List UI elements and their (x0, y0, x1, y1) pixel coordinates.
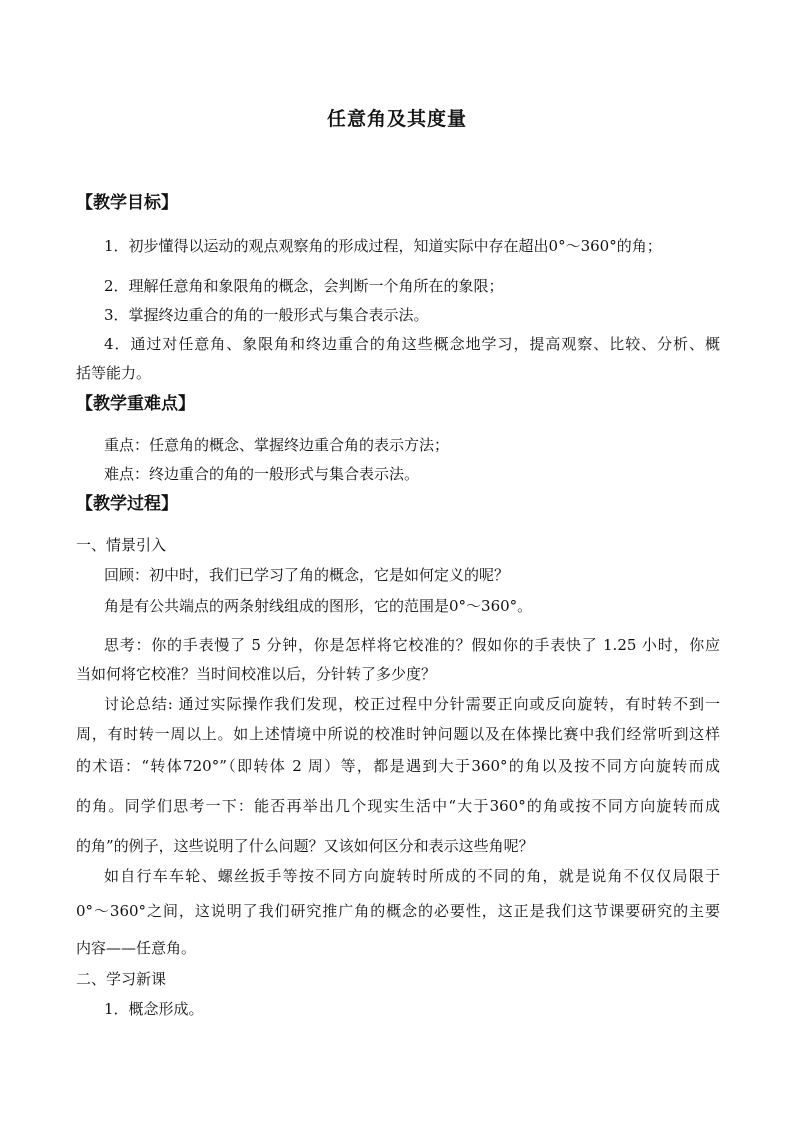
definition-paragraph: 角是有公共端点的两条射线组成的图形，它的范围是0°～360°。 (104, 597, 533, 615)
key-points-heading: 【教学重难点】 (76, 394, 195, 414)
summary-line-5: 的角”的例子，这些说明了什么问题？又该如何区分和表示这些角呢？ (76, 837, 534, 855)
goal-4-line-1: 4．通过对任意角、象限角和终边重合的角这些概念地学习，提高观察、比较、分析、概 (104, 335, 720, 353)
example-line-1: 如自行车车轮、螺丝扳手等按不同方向旋转时所成的不同的角，就是说角不仅仅局限于 (104, 867, 720, 885)
key-point-difficulty: 难点：终边重合的角的一般形式与集合表示法。 (104, 465, 420, 483)
summary-line-3: 的术语：“转体720°”（即转体 2 周）等，都是遇到大于360°的角以及按不同方向旋转而成 (76, 757, 720, 775)
goal-1: 1．初步懂得以运动的观点观察角的形成过程，知道实际中存在超出0°～360°的角； (104, 237, 662, 255)
think-line-1: 思考：你的手表慢了 5 分钟，你是怎样将它校准的？假如你的手表快了 1.25 小时，你应 (104, 636, 720, 654)
think-line-2: 当如何将它校准？当时间校准以后，分针转了多少度？ (76, 665, 437, 683)
summary-line-4: 的角。同学们思考一下：能否再举出几个现实生活中“大于360°的角或按不同方向旋转而成 (76, 797, 720, 815)
goal-4-line-2: 括等能力。 (76, 364, 152, 382)
review-paragraph: 回顾：初中时，我们已学习了角的概念，它是如何定义的呢？ (104, 566, 510, 584)
goals-heading: 【教学目标】 (76, 193, 178, 213)
summary-line-2: 周，有时转一周以上。如上述情境中所说的校准时钟问题以及在体操比赛中我们经常听到这样 (76, 725, 720, 743)
process-heading: 【教学过程】 (76, 494, 178, 514)
page-title: 任意角及其度量 (326, 108, 467, 130)
part-1-heading: 一、情景引入 (76, 536, 167, 554)
goal-2: 2．理解任意角和象限角的概念，会判断一个角所在的象限； (104, 277, 504, 295)
summary-line-1: 讨论总结: 通过实际操作我们发现，校正过程中分针需要正向或反向旋转，有时转不到一 (104, 695, 720, 713)
example-line-3: 内容——任意角。 (76, 939, 197, 957)
part-2-heading: 二、学习新课 (76, 970, 167, 988)
key-point-focus: 重点：任意角的概念、掌握终边重合角的表示方法； (104, 436, 450, 454)
goal-3: 3．掌握终边重合的角的一般形式与集合表示法。 (104, 306, 429, 324)
concept-formation: 1．概念形成。 (104, 1000, 204, 1018)
example-line-2: 0°～360°之间，这说明了我们研究推广角的概念的必要性，这正是我们这节课要研究的主要 (76, 902, 720, 920)
